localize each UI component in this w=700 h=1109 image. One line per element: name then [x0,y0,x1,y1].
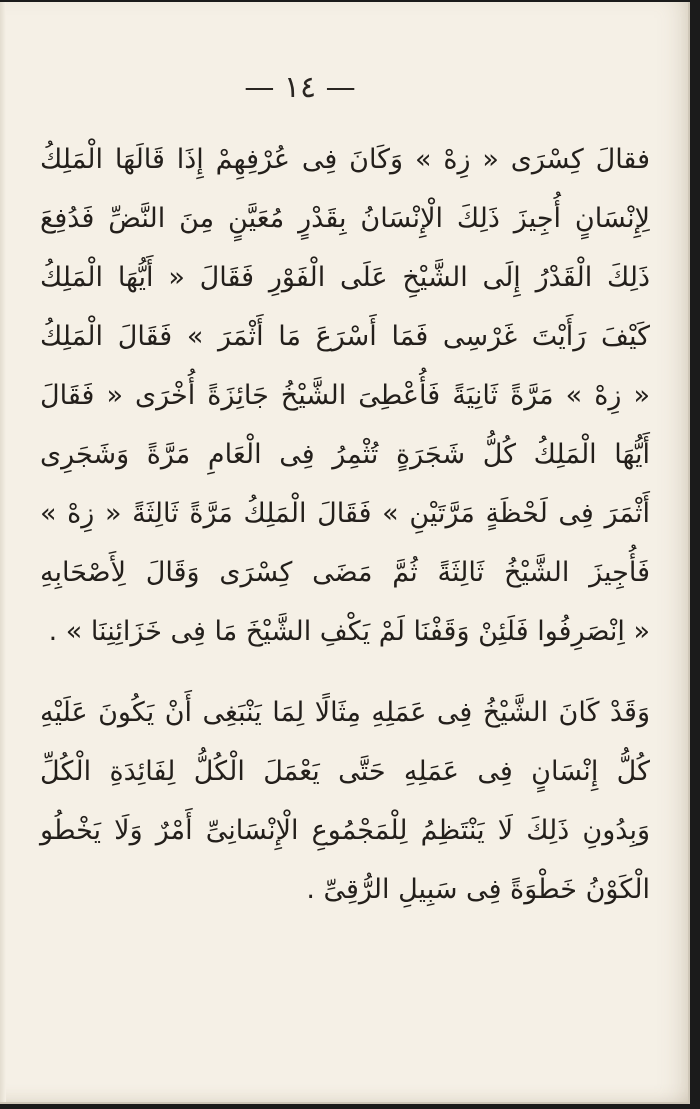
text-line: فقالَ كِسْرَى « زِهْ » وَكَانَ فِى عُرْفِهِمْ إِذَا قَالَهَا الْمَلِكُ [40,144,650,175]
body-text [40,130,650,919]
text-line: وَبِدُونِ ذَلِكَ لَا يَنْتَظِمُ لِلْمَجْمُوعِ الْإِنْسَانِىِّ أَمْرٌ وَلَا يَخْطُو [40,815,650,846]
text-line: أَيُّهَا الْمَلِكُ كُلُّ شَجَرَةٍ تُثْمِرُ فِى الْعَامِ مَرَّةً وَشَجَرِى [40,439,650,470]
text-line: لِإِنْسَانٍ أُجِيزَ ذَلِكَ الْإِنْسَانُ بِقَدْرٍ مُعَيَّنٍ مِنَ النَّضِّ فَدُفِعَ [40,203,650,234]
text-line: الْكَوْنُ خَطْوَةً فِى سَبِيلِ الرُّقِىِّ . [306,874,650,905]
text-line: ذَلِكَ الْقَدْرُ إِلَى الشَّيْخِ عَلَى الْفَوْرِ فَقَالَ « أَيُّهَا الْمَلِكُ [40,262,650,293]
paragraph-break [40,661,650,683]
page-number: — ١٤ — [244,70,356,105]
text-line: أَثْمَرَ فِى لَحْظَةٍ مَرَّتَيْنِ » فَقَالَ الْمَلِكُ مَرَّةً ثَالِثَةً « زِهْ » [40,498,650,529]
text-line: وَقَدْ كَانَ الشَّيْخُ فِى عَمَلِهِ مِثَالًا لِمَا يَنْبَغِى أَنْ يَكُونَ عَلَيْهِ [40,697,650,728]
text-line: كَيْفَ رَأَيْتَ غَرْسِى فَمَا أَسْرَعَ مَا أَثْمَرَ » فَقَالَ الْمَلِكُ [40,321,650,352]
page-gutter-edge [0,2,6,1102]
text-line: « اِنْصَرِفُوا فَلَئِنْ وَقَفْنَا لَمْ يَكْفِ الشَّيْخَ مَا فِى خَزَائِنِنَا » . [48,616,650,647]
text-line: فَأُجِيزَ الشَّيْخُ ثَالِثَةً ثُمَّ مَضَى كِسْرَى وَقَالَ لِأَصْحَابِهِ [40,557,650,588]
paper-page [0,2,690,1104]
text-line: كُلُّ إِنْسَانٍ فِى عَمَلِهِ حَتَّى يَعْمَلَ الْكُلُّ لِفَائِدَةِ الْكُلِّ [40,756,650,787]
text-line: « زِهْ » مَرَّةً ثَانِيَةً فَأُعْطِىَ الشَّيْخُ جَائِزَةً أُخْرَى « فَقَالَ [40,380,650,411]
